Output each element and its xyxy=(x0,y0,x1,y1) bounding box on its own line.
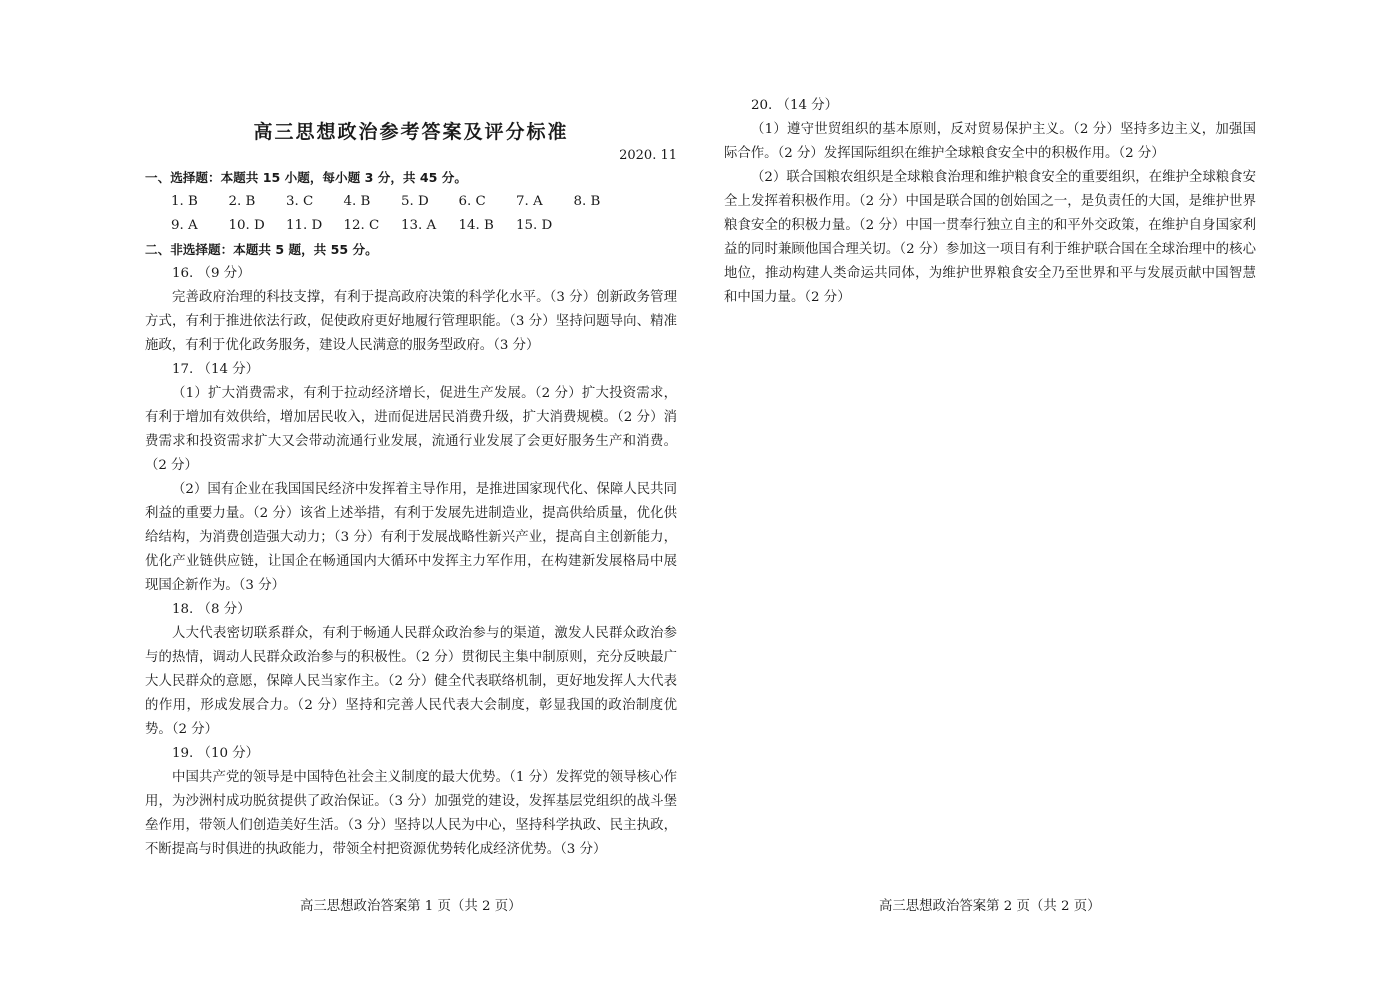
choice-answer: 6. C xyxy=(458,194,486,209)
page-1-footer: 高三思想政治答案第 1 页（共 2 页） xyxy=(300,899,522,914)
choice-answer: 5. D xyxy=(401,194,429,209)
choice-answer: 2. B xyxy=(228,194,256,209)
choice-answer: 9. A xyxy=(171,218,198,233)
question-20-heading: 20. （14 分） xyxy=(751,98,839,113)
choice-answer: 3. C xyxy=(286,194,314,209)
question-17-answer-part-1: （1）扩大消费需求，有利于拉动经济增长，促进生产发展。（2 分）扩大投资需求，有利于增加有效供给，增加居民收入，进而促进居民消费升级，扩大消费规模。（2 分）消费需求和投资需求扩大又会带动流通行业发展，流通行业发展了会更好服务生产和消费。（2 分） xyxy=(145,386,677,473)
page-2-content xyxy=(724,94,1256,310)
choice-answer: 11. D xyxy=(286,218,323,233)
question-17-heading: 17. （14 分） xyxy=(172,362,260,377)
question-18-answer: 人大代表密切联系群众，有利于畅通人民群众政治参与的渠道，激发人民群众政治参与的热情，调动人民群众政治参与的积极性。（2 分）贯彻民主集中制原则，充分反映最广大人民群众的意愿，保障人民当家作主。（2 分）健全代表联络机制，更好地发挥人大代表的作用，形成发展合力。（2 分）坚持和完善人民代表大会制度，彰显我国的政治制度优势。（2 分） xyxy=(145,626,677,737)
question-19-heading: 19. （10 分） xyxy=(172,746,260,761)
choice-answer: 12. C xyxy=(343,218,380,233)
question-19-answer: 中国共产党的领导是中国特色社会主义制度的最大优势。（1 分）发挥党的领导核心作用，为沙洲村成功脱贫提供了政治保证。（3 分）加强党的建设，发挥基层党组织的战斗堡垒作用，带领人们创造美好生活。（3 分）坚持以人民为中心，坚持科学执政、民主执政，不断提高与时俱进的执政能力，带领全村把资源优势转化成经济优势。（3 分） xyxy=(145,770,677,857)
choice-answers-row-1 xyxy=(145,190,677,214)
section-non-choice-heading: 二、非选择题：本题共 5 题，共 55 分。 xyxy=(145,242,378,257)
document-date: 2020. 11 xyxy=(619,148,677,163)
choice-answer: 8. B xyxy=(573,194,601,209)
question-17-answer-part-2: （2）国有企业在我国国民经济中发挥着主导作用，是推进国家现代化、保障人民共同利益的重要力量。（2 分）该省上述举措，有利于发展先进制造业，提高供给质量，优化供给结构，为消费创造强大动力；（3 分）有利于发展战略性新兴产业，提高自主创新能力，优化产业链供应链，让国企在畅通国内大循环中发挥主力军作用，在构建新发展格局中展现国企新作为。（3 分） xyxy=(145,482,677,593)
choice-answer: 14. B xyxy=(458,218,494,233)
question-18-heading: 18. （8 分） xyxy=(172,602,251,617)
question-16-answer: 完善政府治理的科技支撑，有利于提高政府决策的科学化水平。（3 分）创新政务管理方式，有利于推进依法行政，促使政府更好地履行管理职能。（3 分）坚持问题导向、精准施政，有利于优化政务服务，建设人民满意的服务型政府。（3 分） xyxy=(145,290,677,353)
page-1-content xyxy=(145,118,677,862)
page-2-footer: 高三思想政治答案第 2 页（共 2 页） xyxy=(879,899,1101,914)
choice-answer: 10. D xyxy=(228,218,265,233)
question-20-answer-part-2: （2）联合国粮农组织是全球粮食治理和维护粮食安全的重要组织，在维护全球粮食安全上发挥着积极作用。（2 分）中国是联合国的创始国之一，是负责任的大国，是维护世界粮食安全的积极力量。（2 分）中国一贯奉行独立自主的和平外交政策，在维护自身国家利益的同时兼顾他国合理关切。（2 分）参加这一项目有利于维护联合国在全球治理中的核心地位，推动构建人类命运共同体，为维护世界粮食安全乃至世界和平与发展贡献中国智慧和中国力量。（2 分） xyxy=(724,170,1256,305)
question-20-answer-part-1: （1）遵守世贸组织的基本原则，反对贸易保护主义。（2 分）坚持多边主义，加强国际合作。（2 分）发挥国际组织在维护全球粮食安全中的积极作用。（2 分） xyxy=(724,122,1256,161)
choice-answer: 15. D xyxy=(516,218,553,233)
section-multiple-choice-heading: 一、选择题：本题共 15 小题，每小题 3 分，共 45 分。 xyxy=(145,170,467,185)
choice-answer: 4. B xyxy=(343,194,371,209)
question-16-heading: 16. （9 分） xyxy=(172,266,251,281)
choice-answer: 7. A xyxy=(516,194,543,209)
choice-answer: 13. A xyxy=(401,218,437,233)
choice-answers-row-2 xyxy=(145,214,677,238)
document-title: 高三思想政治参考答案及评分标准 xyxy=(253,121,569,143)
choice-answer: 1. B xyxy=(171,194,198,209)
